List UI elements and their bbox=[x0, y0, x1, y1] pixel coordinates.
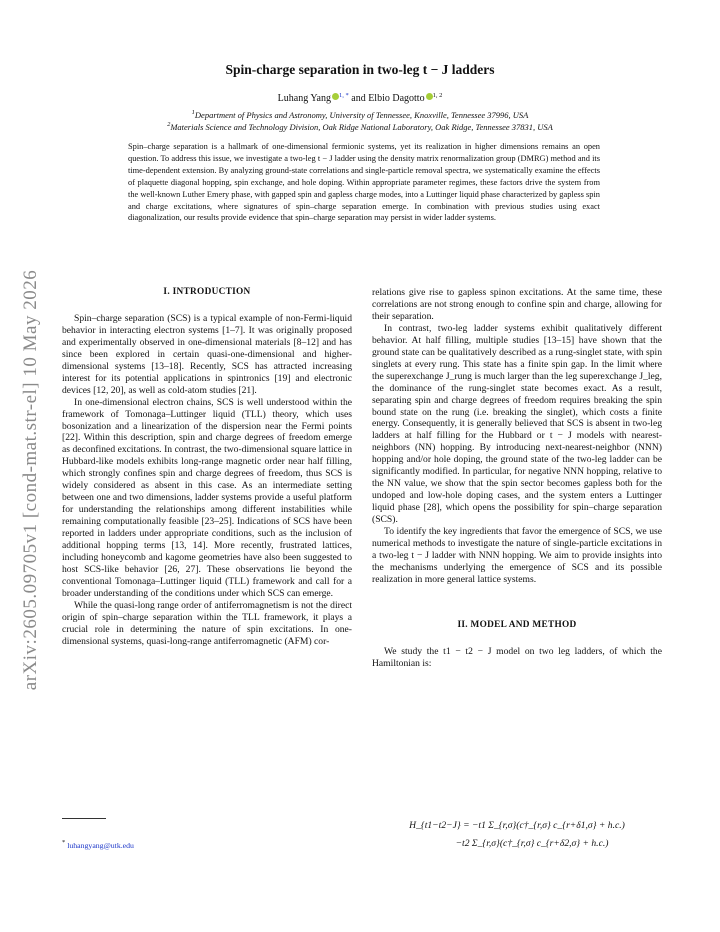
hamiltonian-equation-line-1: H_{t1−t2−J} = −t1 Σ_{r,σ}(c†_{r,σ} c_{r+δ1,σ} + h.c.) bbox=[409, 820, 625, 831]
section-heading-model: II. MODEL AND METHOD bbox=[457, 619, 577, 630]
right-column bbox=[372, 287, 662, 670]
footnote bbox=[62, 839, 134, 850]
intro-paragraph-1: Spin–charge separation (SCS) is a typical example of non-Fermi-liquid behavior in interacting electron systems [1–7]. It was originally proposed and experimentally observed in one-dimensional materials [8–12] and has since been explored in certain quasi-one-dimensional and higher-dimensional systems [13–18]. Recently, SCS has attracted increasing interest for its potential applications in spintronics [19] and electronic devices [12, 20], as well as cold-atom studies [21]. bbox=[62, 312, 352, 396]
arxiv-sidebar-stamp: arXiv:2605.09705v1 [cond-mat.str-el] 10 May 2026 bbox=[20, 269, 41, 691]
affiliation-2-text: Materials Science and Technology Division, Oak Ridge National Laboratory, Oak Ridge, Tennessee 37831, USA bbox=[170, 122, 553, 132]
affiliation-2-num: 2 bbox=[167, 121, 171, 128]
orcid-icon[interactable] bbox=[332, 93, 339, 100]
intro-paragraph-4: relations give rise to gapless spinon excitations. At the same time, these correlations are not strong enough to confine spin and charge, allowing for their separation. bbox=[372, 287, 662, 322]
affiliation-1-num: 1 bbox=[191, 109, 195, 116]
author-conjunction: and bbox=[351, 93, 366, 104]
abstract: Spin–charge separation is a hallmark of one-dimensional fermionic systems, yet its realization in higher dimensions remains an open question. To address this issue, we investigate a two-leg t − J ladder using the density matrix renormalization group (DMRG) method and its time-dependent extension. By analyzing ground-state correlations and single-particle removal spectra, we systematically examine the effects of plaquette diagonal hopping, spin exchange, and hole doping. Within appropriate parameter regimes, these factors drive the system from the well-known Luther Emery phase, with gapped spin and gapless charge modes, into a Luttinger liquid phase characterized by gapless spin and charge excitations, where signatures of spin–charge separation emerge. In combination with previous studies using exact diagonalization, our results provide evidence that spin–charge separation may persist in wider ladder systems. bbox=[128, 142, 600, 223]
author-2-sup: 1, 2 bbox=[432, 92, 443, 99]
paper-title bbox=[80, 62, 640, 78]
section-heading-introduction: I. INTRODUCTION bbox=[163, 287, 251, 297]
intro-paragraph-6: To identify the key ingredients that favor the emergence of SCS, we use numerical methods to investigate the nature of single-particle excitations in a two-leg t − J ladder with NNN hopping. We aim to provide insights into the mechanisms underlying the emergence of SCS and its possible realization in more general lattice systems. bbox=[372, 526, 662, 585]
intro-paragraph-3: While the quasi-long range order of antiferromagnetism is not the direct origin of spin–charge separation within the TLL framework, it plays a crucial role in determining the nature of spin excitations. In one-dimensional systems, quasi-long-range antiferromagnetic (AFM) cor- bbox=[62, 599, 352, 647]
left-column bbox=[62, 287, 352, 648]
affiliation-2 bbox=[80, 121, 640, 132]
affiliation-1-text: Department of Physics and Astronomy, University of Tennessee, Knoxville, Tennessee 37996, USA bbox=[194, 110, 529, 120]
hamiltonian-equation-line-2: −t2 Σ_{r,σ}(c†_{r,σ} c_{r+δ2,σ} + h.c.) bbox=[455, 838, 609, 849]
author-2-name: Elbio Dagotto bbox=[368, 93, 425, 104]
intro-paragraph-2: In one-dimensional electron chains, SCS is well understood within the framework of Tomonaga–Luttinger liquid (TLL) theory, which uses bosonization and a linearization of the dispersion near the Fermi points [22]. Within this description, spin and charge degrees of freedom emerge as deconfined excitations. In contrast, the two-dimensional square lattice in Hubbard-like models exhibits long-range magnetic order near half filling, which strongly confines spin and charge degrees of freedom, thus SCS is widely considered as absent in this case. As an intermediate setting between one and two dimensions, ladder systems provide a useful platform for understanding the relationships among different instabilities while remaining computationally feasible [23–25]. Indications of SCS have been reported in ladders under appropriate conditions, such as the inclusion of additional hopping terms [13, 14]. More recently, frustrated lattices, including honeycomb and kagome geometries have also been suggested to host SCS-like behavior [26, 27]. These observations lie beyond the conventional Tomonaga–Luttinger liquid (TLL) framework and call for a broader understanding of the conditions under which SCS can emerge. bbox=[62, 396, 352, 599]
author-line bbox=[80, 92, 640, 104]
author-1-name: Luhang Yang bbox=[277, 93, 331, 104]
orcid-icon[interactable] bbox=[426, 93, 433, 100]
title-text: Spin-charge separation in two-leg t − J ladders bbox=[225, 62, 495, 77]
intro-paragraph-5: In contrast, two-leg ladder systems exhibit qualitatively different behavior. At half filling, multiple studies [13–15] have shown that the ground state can be qualitatively described as a rung-singlet state, with spin singlets at every rung. This state has a finite spin gap. In the limit where the superexchange J_rung is much larger than the leg superexchange J_leg, the dominance of the rung-singlet state becomes exact. As a result, separating spin and charge degrees of freedom requires breaking the spin bound state on the rung (i.e. breaking the singlet), which costs a finite energy. Consequently, it is generally believed that SCS is absent in two-leg ladders at half filling for the Hubbard or t − J models with nearest-neighbors (NN) hopping. By introducing next-nearest-neighbor (NNN) hopping and/or hole doping, the ground state of the two-leg ladder can be significantly modified. In particular, for negative NNN hopping, relative to the NN value, we show that the spin sector becomes gapless both for the undoped and low-hole doping cases, and the system enters a Luttinger liquid phase [28], which opens the possibility for spin–charge separation (SCS). bbox=[372, 322, 662, 526]
model-paragraph-1: We study the t1 − t2 − J model on two leg ladders, of which the Hamiltonian is: bbox=[372, 645, 662, 669]
author-1-sup: 1, * bbox=[339, 92, 349, 99]
footnote-mark: * bbox=[62, 839, 66, 846]
footnote-email-link[interactable]: luhangyang@utk.edu bbox=[67, 841, 134, 850]
footnote-rule bbox=[62, 818, 106, 819]
affiliation-1 bbox=[80, 109, 640, 120]
